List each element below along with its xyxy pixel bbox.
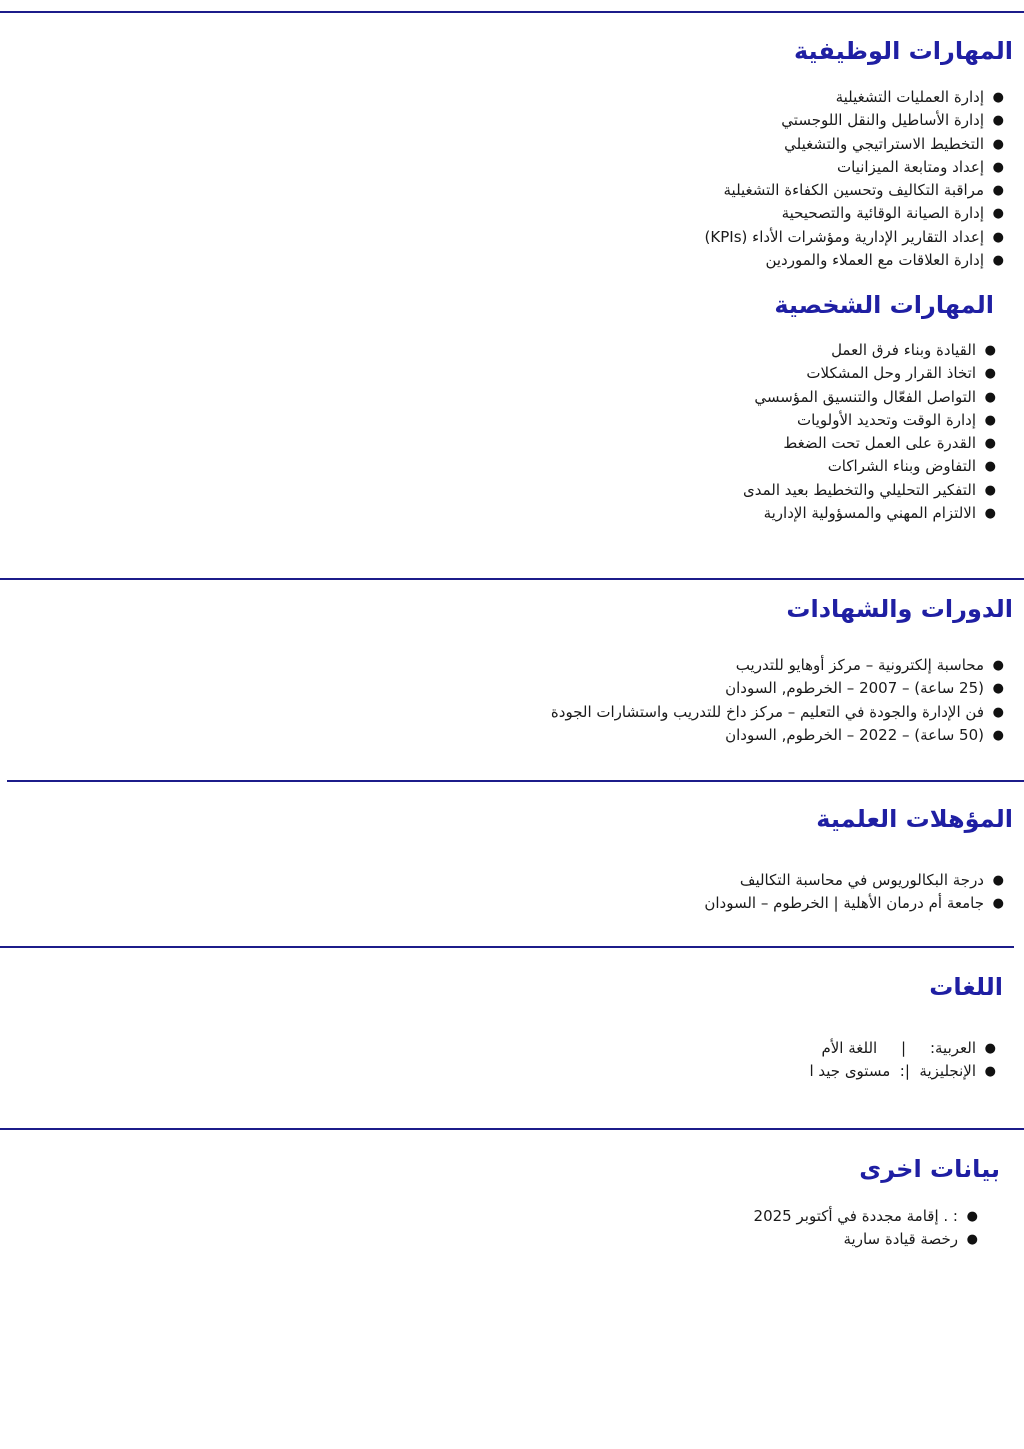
bullet-icon: ● (992, 873, 1004, 888)
languages-list (809, 1037, 996, 1084)
list-item: ● إعداد التقارير الإدارية ومؤشرات الأداء (KPIs) (705, 226, 984, 249)
bullet-icon: ● (984, 436, 996, 452)
bullet-icon: ● (992, 183, 1004, 199)
bullet-icon: ● (992, 253, 1004, 269)
list-item: ● العربية: | اللغة الأم (809, 1037, 976, 1060)
section-divider (0, 1128, 1024, 1130)
bullet-icon: ● (966, 1209, 978, 1224)
bullet-icon: ● (992, 229, 1004, 245)
list-item: ● الالتزام المهني والمسؤولية الإدارية (743, 502, 976, 525)
list-item: ● (50 ساعة) – 2022 – الخرطوم, السودان (551, 724, 984, 747)
other-data-list (753, 1205, 978, 1252)
job-skills-list (704, 86, 1004, 272)
list-item: ● درجة البكالوريوس في محاسبة التكاليف (704, 869, 984, 892)
list-item: ● محاسبة إلكترونية – مركز أوهايو للتدريب (551, 654, 984, 677)
list-item: ● إدارة الأساطيل والنقل اللوجستي (705, 109, 984, 132)
job-skills-heading: المهارات الوظيفية (793, 37, 1013, 65)
list-item: ● التفكير التحليلي والتخطيط بعيد المدى (743, 479, 976, 502)
list-item: ● التخطيط الاستراتيجي والتشغيلي (705, 133, 984, 156)
bullet-icon: ● (992, 896, 1004, 912)
bullet-icon: ● (984, 482, 996, 498)
bullet-icon: ● (992, 658, 1004, 673)
section-divider (7, 780, 1024, 782)
list-item: ● (25 ساعة) – 2007 – الخرطوم, السودان (551, 677, 984, 700)
list-item: ● القيادة وبناء فرق العمل (743, 339, 976, 362)
personal-skills-list (742, 339, 996, 525)
list-item: ● إدارة العلاقات مع العملاء والموردين (705, 249, 984, 272)
bullet-icon: ● (984, 412, 996, 428)
list-item: ● الإنجليزية |: مستوى جيد ا (809, 1060, 976, 1083)
list-item: ● اتخاذ القرار وحل المشكلات (743, 362, 976, 385)
list-item: ● رخصة قيادة سارية (754, 1228, 958, 1251)
bullet-icon: ● (992, 727, 1004, 743)
list-item: ● القدرة على العمل تحت الضغط (743, 432, 976, 455)
section-divider (0, 578, 1024, 580)
section-divider (0, 11, 1024, 13)
list-item: ● فن الإدارة والجودة في التعليم – مركز داخ للتدريب واستشارات الجودة (551, 701, 984, 724)
languages-heading: اللغات (929, 973, 1003, 1001)
other-data-heading: بيانات اخرى (859, 1155, 1000, 1183)
list-item: ● : . إقامة مجددة في أكتوبر 2025 (754, 1205, 958, 1228)
list-item: ● إعداد ومتابعة الميزانيات (705, 156, 984, 179)
bullet-icon: ● (984, 389, 996, 405)
list-item: ● إدارة الصيانة الوقائية والتصحيحية (705, 202, 984, 225)
bullet-icon: ● (984, 1064, 996, 1080)
list-item: ● جامعة أم درمان الأهلية | الخرطوم – السودان (704, 892, 984, 915)
bullet-icon: ● (966, 1232, 978, 1248)
bullet-icon: ● (992, 206, 1004, 222)
list-item: ● التواصل الفعّال والتنسيق المؤسسي (743, 386, 976, 409)
education-heading: المؤهلات العلمية (816, 805, 1013, 833)
courses-heading: الدورات والشهادات (786, 595, 1013, 623)
list-item: ● إدارة العمليات التشغيلية (705, 86, 984, 109)
section-divider (0, 946, 1014, 948)
bullet-icon: ● (992, 681, 1004, 697)
bullet-icon: ● (984, 506, 996, 522)
bullet-icon: ● (984, 366, 996, 382)
bullet-icon: ● (992, 136, 1004, 152)
bullet-icon: ● (992, 704, 1004, 720)
personal-skills-heading: المهارات الشخصية (774, 291, 994, 319)
courses-list (550, 654, 1004, 747)
bullet-icon: ● (992, 90, 1004, 105)
bullet-icon: ● (992, 159, 1004, 175)
bullet-icon: ● (992, 113, 1004, 129)
bullet-icon: ● (984, 459, 996, 475)
education-list (704, 869, 1004, 916)
bullet-icon: ● (984, 1041, 996, 1056)
bullet-icon: ● (984, 343, 996, 358)
list-item: ● مراقبة التكاليف وتحسين الكفاءة التشغيلية (705, 179, 984, 202)
list-item: ● التفاوض وبناء الشراكات (743, 455, 976, 478)
list-item: ● إدارة الوقت وتحديد الأولويات (743, 409, 976, 432)
